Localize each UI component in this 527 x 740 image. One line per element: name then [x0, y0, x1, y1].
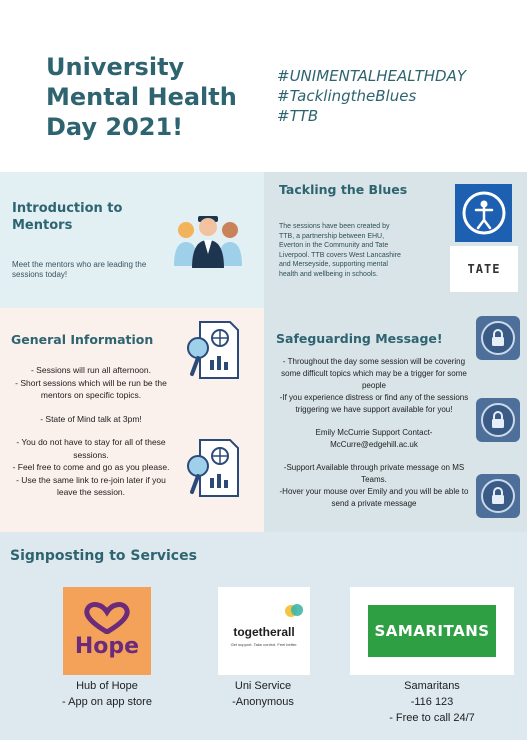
intro-text: Meet the mentors who are leading the sessions today!: [12, 260, 147, 279]
page-title: [46, 52, 246, 142]
intro-section: [0, 172, 264, 308]
title-line: Day 2021!: [46, 113, 184, 141]
title-line: Mental Health: [46, 83, 237, 111]
safe-line: -If you experience distress or find any of the sessions triggering we have support available for you!: [279, 393, 469, 414]
info-line: - You do not have to stay for all of these sessions.: [16, 437, 166, 460]
samaritans-logo[interactable]: [350, 587, 514, 675]
poster-header: [0, 0, 527, 172]
intro-heading: [12, 200, 122, 234]
lock-icon: [476, 316, 520, 360]
samaritans-caption: [360, 678, 504, 726]
hashtag: #TacklingtheBlues: [277, 87, 417, 105]
uni-caption: [200, 678, 326, 710]
caption-line: -116 123: [410, 696, 454, 708]
heart-icon: [80, 602, 134, 634]
title-line: University: [46, 53, 185, 81]
heading-line: Introduction to: [12, 201, 123, 216]
safe-line: Emily McCurrie Support Contact-: [315, 428, 433, 437]
document-magnifier-icon: [186, 320, 242, 380]
hashtag-list: [277, 66, 517, 126]
heading-line: Mentors: [12, 218, 73, 233]
hope-logo-text: Hope: [74, 634, 140, 659]
people-icon: [170, 210, 246, 268]
caption-line: - Free to call 24/7: [389, 712, 475, 724]
safe-line: - Throughout the day some session will be covering some difficult topics which may be a trigger for some people: [281, 357, 467, 390]
safe-line: -Support Available through private message on MS Teams.: [283, 463, 465, 484]
info-line: - Use the same link to re-join later if you leave the session.: [16, 474, 166, 497]
togetherall-logo[interactable]: [218, 587, 310, 675]
ttb-logo-icon: [455, 184, 512, 242]
tate-logo-text: TATE: [467, 262, 501, 276]
samaritans-logo-text: SAMARITANS: [374, 622, 490, 640]
signposting-section: [0, 532, 527, 740]
info-line: - Feel free to come and go as you please.: [12, 462, 170, 472]
hashtag: #UNIMENTALHEALTHDAY: [277, 67, 467, 85]
caption-line: - App on app store: [62, 696, 152, 708]
caption-line: Hub of Hope: [76, 680, 138, 692]
blues-heading: Tackling the Blues: [279, 182, 408, 197]
lock-icon: [476, 474, 520, 518]
safeguarding-text: [276, 356, 472, 510]
info-line: - Short sessions which will be run be the mentors on specific topics.: [15, 377, 167, 400]
general-text: [6, 364, 176, 499]
caption-line: Samaritans: [404, 680, 460, 692]
info-line: - State of Mind talk at 3pm!: [40, 413, 142, 424]
tate-logo: [450, 246, 518, 292]
safeguarding-section: [264, 308, 527, 532]
togetherall-logo-text: togetherall: [233, 625, 295, 639]
general-heading: General Information: [11, 332, 154, 347]
safe-contact-email: McCurre@edgehill.ac.uk: [330, 440, 418, 449]
blues-text: The sessions have been created by TTB, a partnership between EHU, Everton in the Community and Tate Liverpool. TTB covers West Lancashire and Merseyside, supporting mental health and wellbeing in schools.: [279, 223, 401, 278]
caption-line: -Anonymous: [232, 696, 294, 708]
speech-bubbles-icon: [284, 603, 304, 619]
hashtag: #TTB: [277, 107, 319, 125]
tackling-blues-section: [264, 172, 527, 308]
hub-of-hope-logo[interactable]: [63, 587, 151, 675]
info-line: - Sessions will run all afternoon.: [30, 365, 151, 375]
safe-line: -Hover your mouse over Emily and you will be able to send a private message: [279, 487, 469, 508]
document-magnifier-icon: [186, 438, 242, 498]
general-info-section: [0, 308, 264, 532]
safeguarding-heading: Safeguarding Message!: [276, 331, 443, 346]
caption-line: Uni Service: [234, 680, 292, 692]
samaritans-logo-badge: [368, 605, 496, 657]
signposting-heading: Signposting to Services: [10, 548, 197, 564]
togetherall-tagline: Get support. Take control. Feel better.: [230, 642, 298, 647]
hope-caption: [40, 678, 174, 710]
lock-icon: [476, 398, 520, 442]
